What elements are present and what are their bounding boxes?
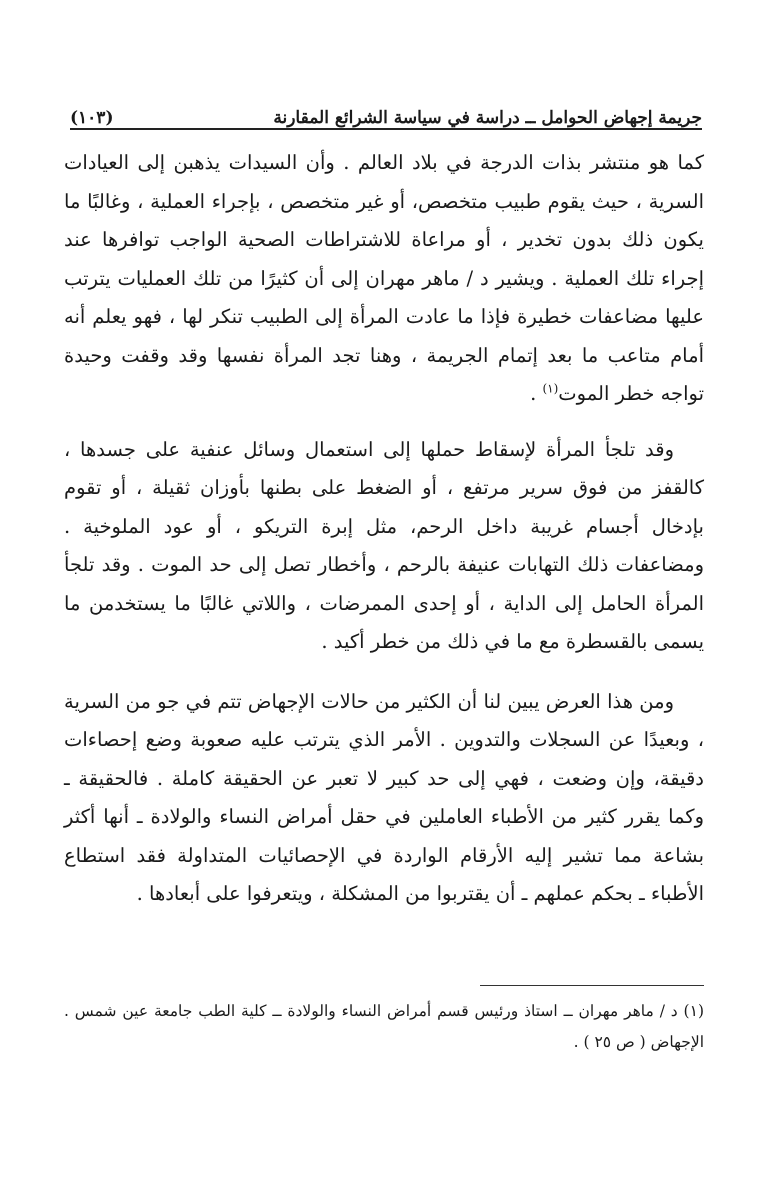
footnote <box>64 996 704 1058</box>
footnote-reference: (١) <box>542 381 559 396</box>
header-divider <box>70 128 702 130</box>
paragraph-text: كما هو منتشر بذات الدرجة في بلاد العالم . وأن السيدات يذهبن إلى العيادات السرية ، حيث يقوم طبيب متخصص، أو غير متخصص ، بإجراء العملية ، وغالبًا ما يكون ذلك بدون تخدير ، أو مراعاة للاشتراطات الصحية الواجب توافرها عند إجراء تلك العملية . ويشير د / ماهر مهران إلى أن كثيرًا من تلك العمليات يترتب عليها مضاعفات خطيرة فإذا ما عادت المرأة إلى الطبيب تنكر لها ، فهو يعلم أنه أمام متاعب ما بعد إتمام الجريمة ، وهنا تجد المرأة نفسها وقد وقفت وحيدة تواجه خطر الموت <box>64 151 704 405</box>
paragraph: وقد تلجأ المرأة لإسقاط حملها إلى استعمال وسائل عنفية على جسدها ، كالقفز من فوق سرير مرتفع ، أو الضغط على بطنها بأوزان ثقيلة ، أو تقوم بإدخال أجسام غريبة داخل الرحم، مثل إبرة التريكو ، أو عود الملوخية . ومضاعفات ذلك التهابات عنيفة بالرحم ، وأخطار تصل إلى حد الموت . وقد تلجأ المرأة الحامل إلى الداية ، أو إحدى الممرضات ، واللاتي غالبًا ما يستخدمن ما يسمى بالقسطرة مع ما في ذلك من خطر أكيد . <box>64 437 704 653</box>
footnote-divider <box>480 985 704 986</box>
paragraph: ومن هذا العرض يبين لنا أن الكثير من حالات الإجهاض تتم في جو من السرية ، وبعيدًا عن السجلات والتدوين . الأمر الذي يترتب عليه صعوبة وضع إحصاءات دقيقة، وإن وضعت ، فهي إلى حد كبير لا تعبر عن الحقيقة كاملة . فالحقيقة ـ وكما يقرر كثير من الأطباء العاملين في حقل أمراض النساء والولادة ـ أنها أكثر بشاعة مما تشير إليه الأرقام الواردة في الإحصائيات المتداولة فقد استطاع الأطباء ـ بحكم عملهم ـ أن يقتربوا من المشكلة ، ويتعرفوا على أبعادها . <box>64 689 704 905</box>
running-header <box>70 92 702 128</box>
paragraph-end: . <box>530 382 543 405</box>
header-title: جريمة إجهاض الحوامل ــ دراسة في سياسة الشرائع المقارنة <box>273 108 702 128</box>
page-number: (١٠٣) <box>70 108 114 128</box>
paragraph <box>64 144 704 414</box>
main-text <box>64 144 704 914</box>
footnote-text: (١) د / ماهر مهران ــ استاذ ورئيس قسم أمراض النساء والولادة ــ كلية الطب جامعة عين شمس . الإجهاض ( ص ٢٥ ) . <box>64 1002 704 1051</box>
